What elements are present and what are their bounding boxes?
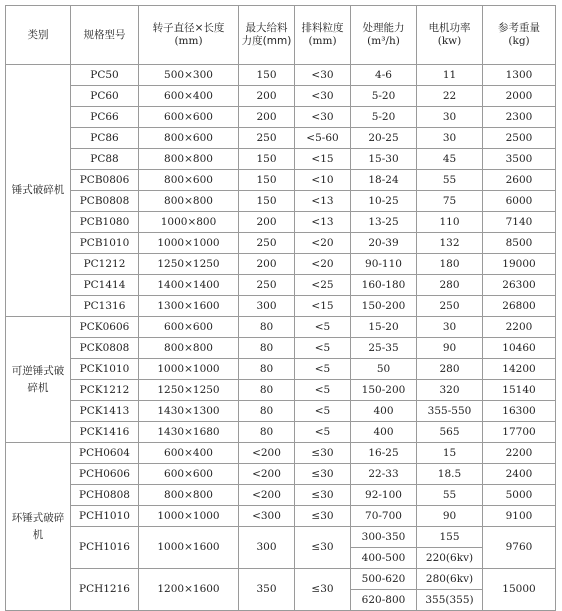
rotor-cell: 1000×800 [139,212,239,233]
power-cell: 355(355) [417,590,483,611]
rotor-cell: 1300×1600 [139,296,239,317]
weight-cell: 15000 [483,569,556,611]
rotor-cell: 600×600 [139,317,239,338]
rotor-cell: 500×300 [139,65,239,86]
header-row [6,6,556,65]
capacity-cell: 70-700 [351,506,417,527]
model-cell: PCK1010 [71,359,139,380]
table-row [6,275,556,296]
model-cell: PCH1216 [71,569,139,611]
capacity-cell: 620-800 [351,590,417,611]
power-cell: 15 [417,443,483,464]
table-row [6,212,556,233]
feed-cell: 80 [239,338,295,359]
discharge-cell: <5 [295,359,351,380]
table-row [6,569,556,590]
feed-cell: 200 [239,107,295,128]
table-row [6,443,556,464]
rotor-cell: 800×800 [139,149,239,170]
discharge-cell: ≤30 [295,464,351,485]
rotor-cell: 800×800 [139,485,239,506]
capacity-cell: 500-620 [351,569,417,590]
header-capacity: 处理能力 (m³/h) [351,6,417,65]
model-cell: PCK1212 [71,380,139,401]
discharge-cell: <30 [295,65,351,86]
feed-cell: <200 [239,464,295,485]
rotor-cell: 800×800 [139,191,239,212]
power-cell: 75 [417,191,483,212]
feed-cell: 300 [239,527,295,569]
capacity-cell: 22-33 [351,464,417,485]
table-row [6,296,556,317]
feed-cell: 150 [239,65,295,86]
discharge-cell: <5 [295,401,351,422]
model-cell: PC60 [71,86,139,107]
table-row [6,254,556,275]
weight-cell: 16300 [483,401,556,422]
discharge-cell: <5 [295,422,351,443]
rotor-cell: 800×600 [139,170,239,191]
table-row [6,233,556,254]
feed-cell: 80 [239,401,295,422]
discharge-cell: <15 [295,149,351,170]
power-cell: 280 [417,359,483,380]
discharge-cell: ≤30 [295,527,351,569]
rotor-cell: 1250×1250 [139,380,239,401]
feed-cell: 200 [239,212,295,233]
weight-cell: 2500 [483,128,556,149]
capacity-cell: 90-110 [351,254,417,275]
discharge-cell: <5 [295,317,351,338]
rotor-cell: 1430×1680 [139,422,239,443]
capacity-cell: 4-6 [351,65,417,86]
power-cell: 18.5 [417,464,483,485]
rotor-cell: 600×600 [139,464,239,485]
weight-cell: 15140 [483,380,556,401]
weight-cell: 2400 [483,464,556,485]
category-cell: 锤式破碎机 [6,65,71,317]
weight-cell: 3500 [483,149,556,170]
header-model: 规格型号 [71,6,139,65]
discharge-cell: <20 [295,233,351,254]
discharge-cell: <5 [295,380,351,401]
discharge-cell: ≤30 [295,485,351,506]
capacity-cell: 13-25 [351,212,417,233]
capacity-cell: 300-350 [351,527,417,548]
header-feed: 最大给料 力度(mm) [239,6,295,65]
power-cell: 90 [417,338,483,359]
weight-cell: 10460 [483,338,556,359]
capacity-cell: 15-30 [351,149,417,170]
table-row [6,401,556,422]
power-cell: 220(6kv) [417,548,483,569]
discharge-cell: <10 [295,170,351,191]
weight-cell: 2300 [483,107,556,128]
table-row [6,464,556,485]
weight-cell: 9100 [483,506,556,527]
feed-cell: 250 [239,128,295,149]
capacity-cell: 400 [351,422,417,443]
model-cell: PCH0604 [71,443,139,464]
header-weight: 参考重量 (kg) [483,6,556,65]
capacity-cell: 15-20 [351,317,417,338]
discharge-cell: <5 [295,338,351,359]
model-cell: PCH1016 [71,527,139,569]
rotor-cell: 800×600 [139,128,239,149]
discharge-cell: <15 [295,296,351,317]
power-cell: 22 [417,86,483,107]
feed-cell: 250 [239,275,295,296]
feed-cell: 80 [239,359,295,380]
power-cell: 155 [417,527,483,548]
weight-cell: 26800 [483,296,556,317]
weight-cell: 26300 [483,275,556,296]
power-cell: 320 [417,380,483,401]
power-cell: 355-550 [417,401,483,422]
rotor-cell: 1000×1000 [139,233,239,254]
discharge-cell: <20 [295,254,351,275]
feed-cell: <300 [239,506,295,527]
table-row [6,107,556,128]
table-row [6,359,556,380]
model-cell: PCH0808 [71,485,139,506]
weight-cell: 14200 [483,359,556,380]
capacity-cell: 16-25 [351,443,417,464]
feed-cell: 200 [239,86,295,107]
power-cell: 250 [417,296,483,317]
rotor-cell: 1200×1600 [139,569,239,611]
power-cell: 55 [417,485,483,506]
power-cell: 280(6kv) [417,569,483,590]
category-cell: 可逆锤式破碎机 [6,317,71,443]
model-cell: PCH1010 [71,506,139,527]
power-cell: 132 [417,233,483,254]
capacity-cell: 5-20 [351,86,417,107]
discharge-cell: <5-60 [295,128,351,149]
feed-cell: 350 [239,569,295,611]
header-discharge: 排料粒度 (mm) [295,6,351,65]
rotor-cell: 1250×1250 [139,254,239,275]
category-cell: 环锤式破碎机 [6,443,71,611]
rotor-cell: 1000×1000 [139,506,239,527]
model-cell: PCK0606 [71,317,139,338]
model-cell: PC86 [71,128,139,149]
weight-cell: 2200 [483,317,556,338]
capacity-cell: 5-20 [351,107,417,128]
discharge-cell: ≤30 [295,569,351,611]
weight-cell: 1300 [483,65,556,86]
table-row [6,422,556,443]
weight-cell: 7140 [483,212,556,233]
discharge-cell: <30 [295,107,351,128]
feed-cell: 250 [239,233,295,254]
power-cell: 30 [417,317,483,338]
capacity-cell: 150-200 [351,296,417,317]
spec-table [5,5,556,611]
model-cell: PCB1080 [71,212,139,233]
rotor-cell: 1430×1300 [139,401,239,422]
capacity-cell: 18-24 [351,170,417,191]
feed-cell: 80 [239,422,295,443]
power-cell: 180 [417,254,483,275]
capacity-cell: 10-25 [351,191,417,212]
header-rotor: 转子直径×长度 (mm) [139,6,239,65]
model-cell: PCH0606 [71,464,139,485]
discharge-cell: <30 [295,86,351,107]
discharge-cell: <13 [295,212,351,233]
table-row [6,317,556,338]
table-row [6,338,556,359]
table-row [6,506,556,527]
power-cell: 45 [417,149,483,170]
capacity-cell: 400 [351,401,417,422]
model-cell: PC1212 [71,254,139,275]
rotor-cell: 600×400 [139,443,239,464]
rotor-cell: 1000×1600 [139,527,239,569]
feed-cell: 200 [239,254,295,275]
feed-cell: 150 [239,170,295,191]
weight-cell: 2600 [483,170,556,191]
discharge-cell: ≤30 [295,443,351,464]
model-cell: PC1316 [71,296,139,317]
power-cell: 565 [417,422,483,443]
model-cell: PC50 [71,65,139,86]
model-cell: PC88 [71,149,139,170]
model-cell: PCB0808 [71,191,139,212]
feed-cell: <200 [239,485,295,506]
power-cell: 55 [417,170,483,191]
weight-cell: 6000 [483,191,556,212]
model-cell: PC1414 [71,275,139,296]
discharge-cell: <13 [295,191,351,212]
model-cell: PCK1413 [71,401,139,422]
power-cell: 30 [417,128,483,149]
capacity-cell: 50 [351,359,417,380]
capacity-cell: 160-180 [351,275,417,296]
rotor-cell: 800×800 [139,338,239,359]
model-cell: PCK1416 [71,422,139,443]
capacity-cell: 92-100 [351,485,417,506]
power-cell: 110 [417,212,483,233]
feed-cell: 80 [239,380,295,401]
weight-cell: 19000 [483,254,556,275]
feed-cell: 150 [239,149,295,170]
model-cell: PCB0806 [71,170,139,191]
feed-cell: 80 [239,317,295,338]
model-cell: PCB1010 [71,233,139,254]
header-category: 类别 [6,6,71,65]
header-power: 电机功率 (kw) [417,6,483,65]
table-row [6,191,556,212]
power-cell: 11 [417,65,483,86]
table-row [6,65,556,86]
rotor-cell: 1000×1000 [139,359,239,380]
weight-cell: 2000 [483,86,556,107]
weight-cell: 8500 [483,233,556,254]
table-row [6,128,556,149]
feed-cell: <200 [239,443,295,464]
capacity-cell: 20-25 [351,128,417,149]
power-cell: 90 [417,506,483,527]
capacity-cell: 20-39 [351,233,417,254]
capacity-cell: 25-35 [351,338,417,359]
model-cell: PC66 [71,107,139,128]
capacity-cell: 400-500 [351,548,417,569]
power-cell: 280 [417,275,483,296]
feed-cell: 300 [239,296,295,317]
weight-cell: 2200 [483,443,556,464]
rotor-cell: 600×400 [139,86,239,107]
table-row [6,485,556,506]
table-row [6,527,556,548]
rotor-cell: 600×600 [139,107,239,128]
feed-cell: 150 [239,191,295,212]
table-row [6,149,556,170]
discharge-cell: ≤30 [295,506,351,527]
weight-cell: 5000 [483,485,556,506]
power-cell: 30 [417,107,483,128]
capacity-cell: 150-200 [351,380,417,401]
table-row [6,170,556,191]
weight-cell: 17700 [483,422,556,443]
table-row [6,86,556,107]
model-cell: PCK0808 [71,338,139,359]
spec-body [6,65,556,611]
rotor-cell: 1400×1400 [139,275,239,296]
weight-cell: 9760 [483,527,556,569]
discharge-cell: <25 [295,275,351,296]
table-row [6,380,556,401]
